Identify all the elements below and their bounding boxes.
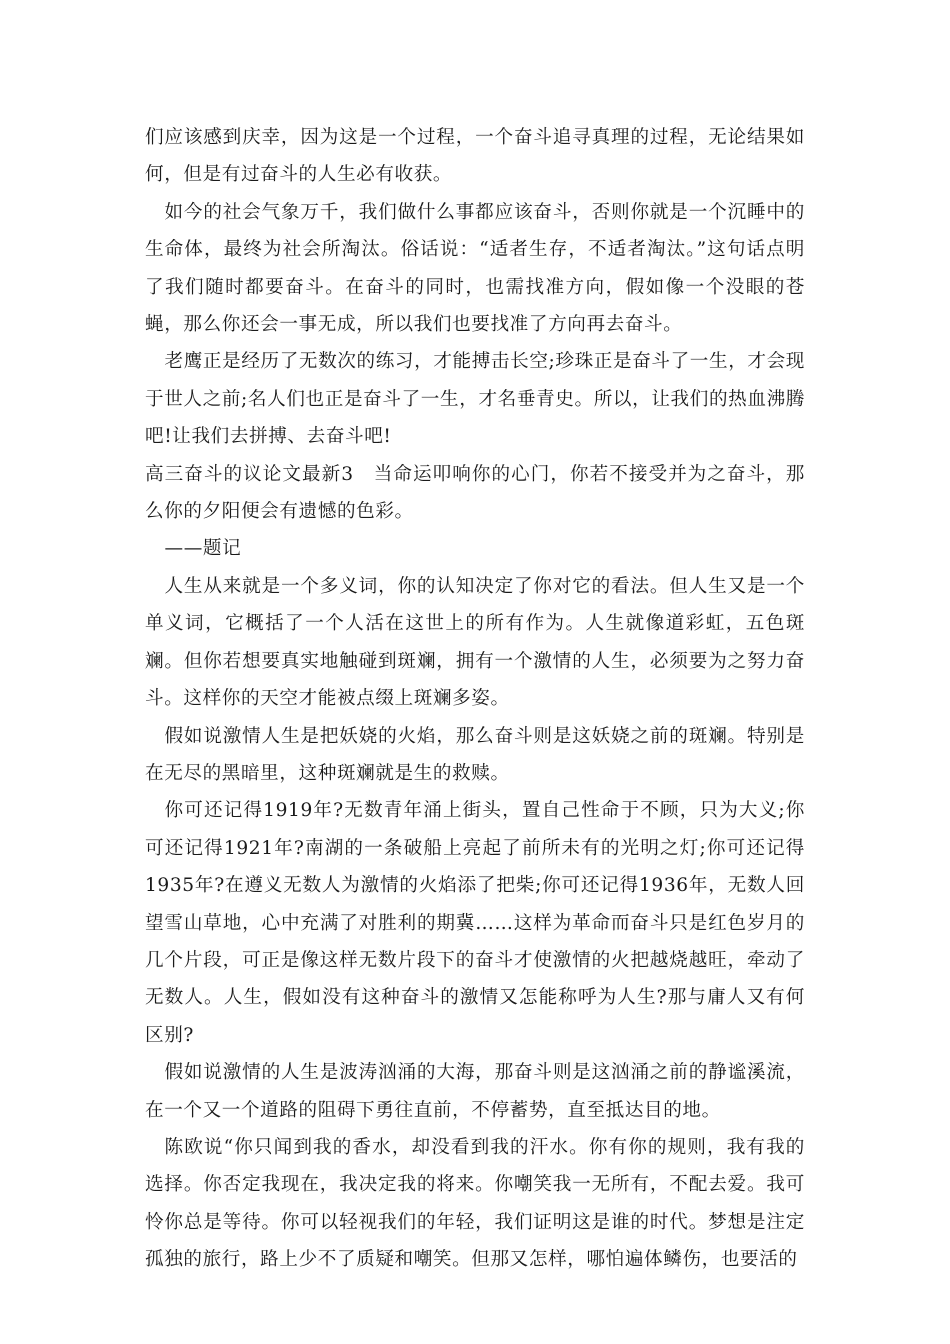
- epigraph-attribution: ——题记: [164, 538, 242, 560]
- paragraph-3: 老鹰正是经历了无数次的练习，才能搏击长空;珍珠正是奋斗了一生，才会现于世人之前;名人们也正是奋斗了一生，才名垂青史。所以，让我们的热血沸腾吧!让我们去拼搏、去奋斗吧!: [145, 351, 805, 448]
- paragraph-9: 假如说激情的人生是波涛汹涌的大海，那奋斗则是这汹涌之前的静谧溪流，在一个又一个道路的阻碍下勇往直前，不停蓄势，直至抵达目的地。: [145, 1062, 805, 1121]
- paragraph-1: 们应该感到庆幸，因为这是一个过程，一个奋斗追寻真理的过程，无论结果如何，但是有过奋斗的人生必有收获。: [145, 127, 805, 186]
- section-heading-paragraph: 高三奋斗的议论文最新3 当命运叩响你的心门，你若不接受并为之奋斗，那么你的夕阳便会有遗憾的色彩。: [145, 463, 805, 523]
- paragraph-8: 你可还记得1919年?无数青年涌上街头，置自己性命于不顾，只为大义;你可还记得1921年?南湖的一条破船上亮起了前所未有的光明之灯;你可还记得1935年?在遵义无数人为激情的火焰添了把柴;你可还记得1936年，无数人回望雪山草地，心中充满了对胜利的期冀……这样为革命而奋斗只是红色岁月的几个片段，可正是像这样无数片段下的奋斗才使激情的火把越烧越旺，牵动了无数人。人生，假如没有这种奋斗的激情又怎能称呼为人生?那与庸人又有何区别?: [145, 800, 805, 1046]
- paragraph-7: 假如说激情人生是把妖娆的火焰，那么奋斗则是这妖娆之前的斑斓。特别是在无尽的黑暗里，这种斑斓就是生的救赎。: [145, 725, 805, 784]
- paragraph-6: 人生从来就是一个多义词，你的认知决定了你对它的看法。但人生又是一个单义词，它概括了一个人活在这世上的所有作为。人生就像道彩虹，五色斑斓。但你若想要真实地触碰到斑斓，拥有一个激情的人生，必须要为之努力奋斗。这样你的天空才能被点缀上斑斓多姿。: [145, 575, 805, 710]
- paragraph-2: 如今的社会气象万千，我们做什么事都应该奋斗，否则你就是一个沉睡中的生命体，最终为社会所淘汰。俗话说：“适者生存，不适者淘汰。”这句话点明了我们随时都要奋斗。在奋斗的同时，也需找准方向，假如像一个没眼的苍蝇，那么你还会一事无成，所以我们也要找准了方向再去奋斗。: [145, 201, 805, 336]
- document-body: [145, 119, 805, 1279]
- paragraph-10: 陈欧说“你只闻到我的香水，却没看到我的汗水。你有你的规则，我有我的选择。你否定我现在，我决定我的将来。你嘲笑我一无所有，不配去爱。我可怜你总是等待。你可以轻视我们的年轻，我们证明这是谁的时代。梦想是注定孤独的旅行，路上少不了质疑和嘲笑。但那又怎样，哪怕遍体鳞伤，也要活的: [145, 1136, 805, 1271]
